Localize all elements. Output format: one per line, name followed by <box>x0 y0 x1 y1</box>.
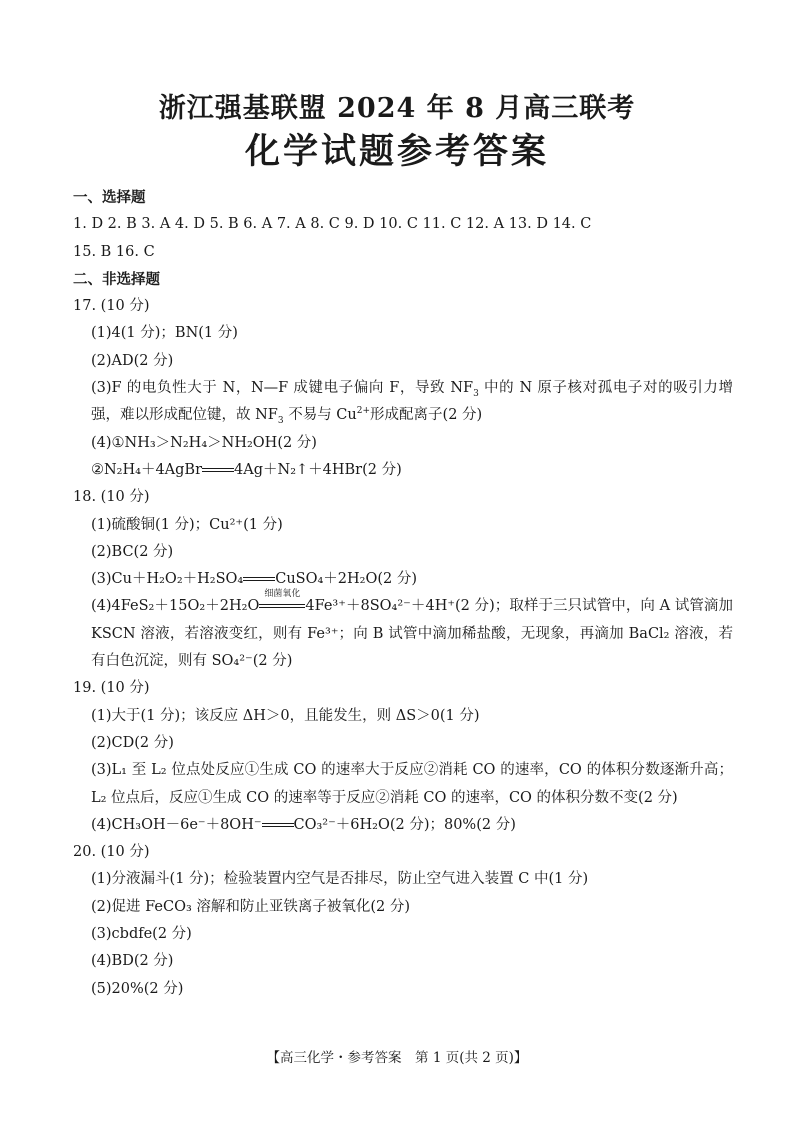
q20-answer-5: (5)20%(2 分) <box>91 980 184 997</box>
q19-heading: 19. (10 分) <box>73 680 150 697</box>
q19-answer-1: (1)大于(1 分)；该反应 ΔH＞0，且能发生，则 ΔS＞0(1 分) <box>91 707 480 724</box>
q17-answer-3-part4: 形成配离子(2 分) <box>370 407 483 424</box>
q17-answer-1: (1)4(1 分)；BN(1 分) <box>91 325 238 342</box>
q17-answer-3-part1: (3)F 的电负性大于 N，N—F 成键电子偏向 F，导致 NF <box>91 380 474 397</box>
q20-answer-3: (3)cbdfe(2 分) <box>91 926 192 943</box>
q18-answer-2: (2)BC(2 分) <box>91 543 174 560</box>
section-heading-choice: 一、选择题 <box>73 189 146 206</box>
q18-answer-3 <box>73 566 733 593</box>
exam-title: 浙江强基联盟 2024 年 8 月高三联考 <box>158 93 636 124</box>
equals-sign <box>262 823 294 827</box>
q17-answer-4-1: (4)①NH₃＞N₂H₄＞NH₂OH(2 分) <box>91 434 317 451</box>
q17-answer-3-part3: 不易与 Cu <box>283 407 357 424</box>
q20-answer-2: (2)促进 FeCO₃ 溶解和防止亚铁离子被氧化(2 分) <box>91 898 411 915</box>
q18-answer-1: (1)硫酸铜(1 分)；Cu²⁺(1 分) <box>91 516 283 533</box>
q18-heading: 18. (10 分) <box>73 489 150 506</box>
q19-answer-4 <box>73 812 733 839</box>
q17-equation-right: 4Ag＋N₂↑＋4HBr(2 分) <box>234 461 402 478</box>
q20-heading: 20. (10 分) <box>73 844 150 861</box>
reaction-condition-label: 细菌氧化 <box>264 589 301 600</box>
q17-heading: 17. (10 分) <box>73 298 150 315</box>
document-title: 化学试题参考答案 <box>244 131 549 172</box>
q17-answer-2: (2)AD(2 分) <box>91 352 174 369</box>
q18-equation-right: CuSO₄＋2H₂O(2 分) <box>275 571 418 588</box>
q19-equation-right: CO₃²⁻＋6H₂O(2 分)；80%(2 分) <box>293 816 516 833</box>
q18-answer-4-equation-left: (4)4FeS₂＋15O₂＋2H₂O <box>91 598 260 615</box>
q19-answer-3: (3)L₁ 至 L₂ 位点处反应①生成 CO 的速率大于反应②消耗 CO 的速率，CO 的体积分数逐渐升高；L₂ 位点后，反应①生成 CO 的速率等于反应②消耗 CO 的速率，CO 的体积分数不变(2 分) <box>91 762 733 806</box>
q17-answer-3: (3)F 的电负性大于 N，N—F 成键电子偏向 F，导致 $NF_3$ 中的 N 原子核对孤电子对的吸引力增强，难以形成配位键，故 $NF_3$ 不易与 $Cu^{2+}$形成配离子(2 分) <box>91 380 733 427</box>
page-footer: 【高三化学・参考答案 第 1 页(共 2 页)】 <box>266 1050 528 1066</box>
reaction-condition-arrow <box>259 589 305 620</box>
q17-answer-3-part2: 中的 N 原子核对孤电子对的吸引力增强，难以形成配位键，故 NF <box>91 380 733 424</box>
q20-answer-4: (4)BD(2 分) <box>91 953 174 970</box>
answer-content <box>73 184 733 1003</box>
section-heading-nonchoice: 二、非选择题 <box>73 270 160 288</box>
q18-answer-4-rest: 4Fe³⁺＋8SO₄²⁻＋4H⁺(2 分)；取样于三只试管中，向 A 试管滴加 KSCN 溶液，若溶液变红，则有 Fe³⁺；向 B 试管中滴加稀盐酸，无现象，再滴加 BaCl₂ 溶液，若有白色沉淀，则有 SO₄²⁻(2 分) <box>91 598 733 670</box>
choice-answers-row-1: 1. D 2. B 3. A 4. D 5. B 6. A 7. A 8. C 9. D 10. C 11. C 12. A 13. D 14. C <box>73 216 592 233</box>
q17-answer-4-2 <box>73 457 733 484</box>
equals-sign <box>202 468 234 472</box>
q20-answer-1: (1)分液漏斗(1 分)；检验装置内空气是否排尽，防止空气进入装置 C 中(1 分) <box>91 871 589 888</box>
choice-answers-row-2: 15. B 16. C <box>73 243 155 260</box>
q18-answer-4 <box>73 589 733 675</box>
q19-equation-left: (4)CH₃OH－6e⁻＋8OH⁻ <box>91 816 262 833</box>
q19-answer-2: (2)CD(2 分) <box>91 734 174 751</box>
q17-equation-left: ②N₂H₄＋4AgBr <box>91 461 203 478</box>
q18-equation-left: (3)Cu＋H₂O₂＋H₂SO₄ <box>91 571 244 588</box>
